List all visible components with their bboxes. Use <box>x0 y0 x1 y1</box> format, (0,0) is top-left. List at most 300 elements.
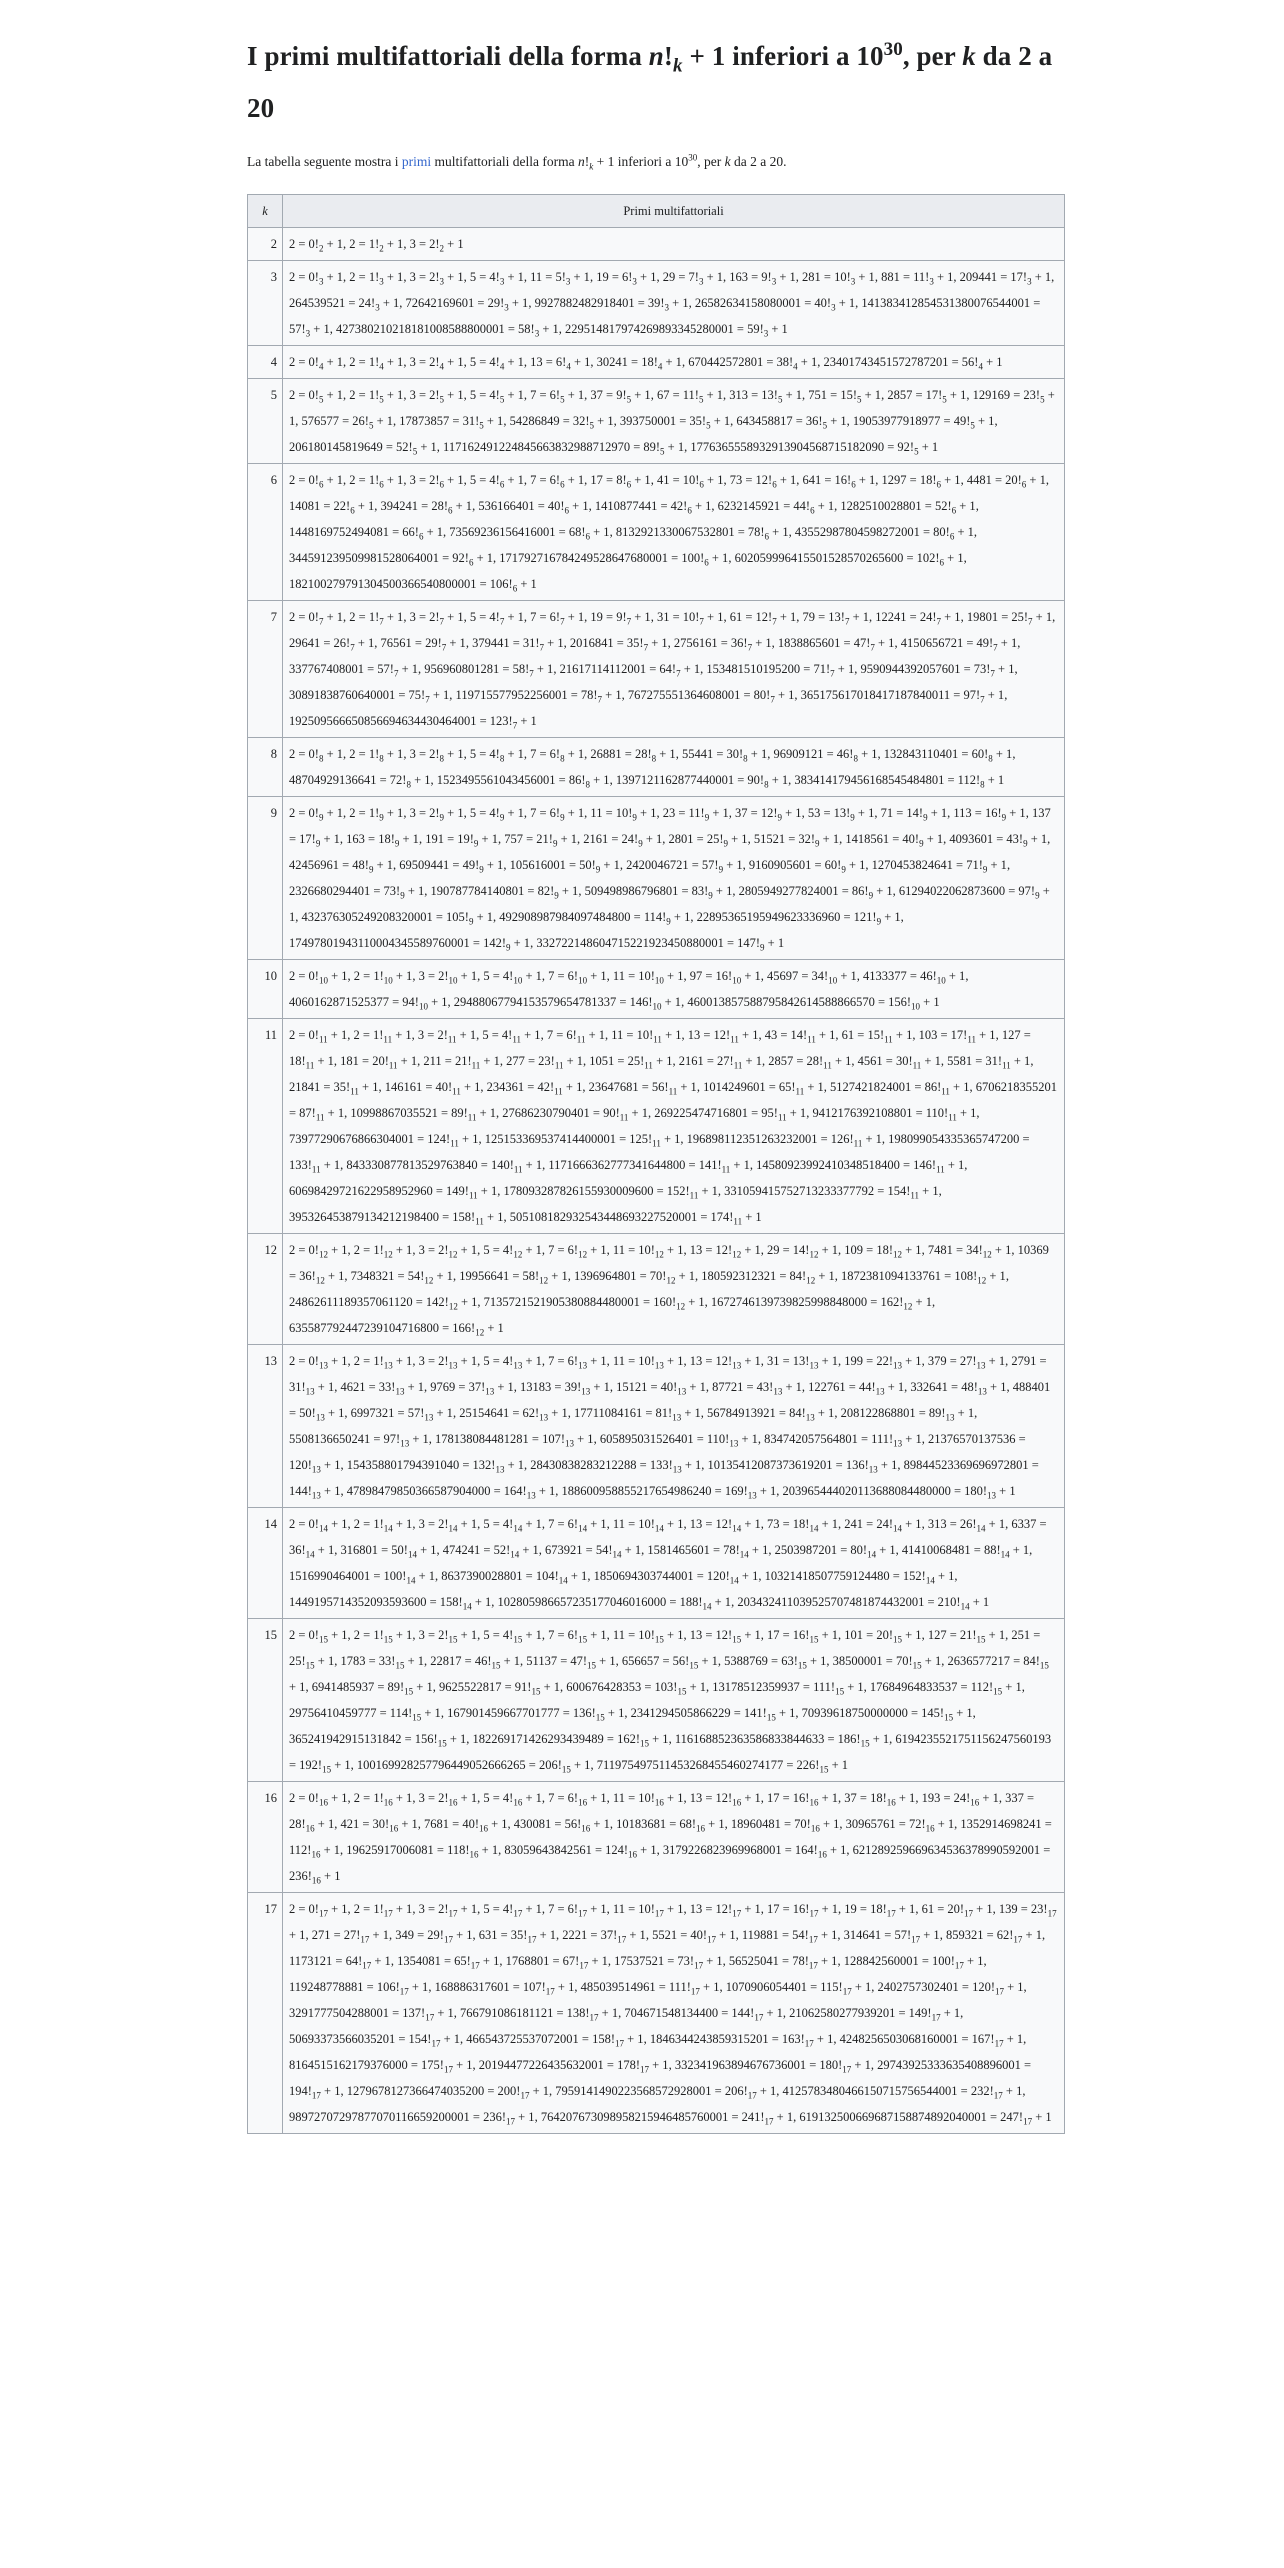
prime-entry: $5 = 4!_6 + 1$ <box>469 473 524 490</box>
title-text-a: I primi multifattoriali della forma <box>247 41 649 71</box>
row-k-cell: 6 <box>248 464 283 601</box>
prime-entry: $19 = 18!_{17} + 1$ <box>844 1902 916 1919</box>
prime-entry: $430081 = 56!_{16} + 1$ <box>513 1817 610 1834</box>
prime-entry: $70939618750000000 = 145!_{15} + 1$ <box>801 1706 973 1723</box>
prime-entry: $47898479850366587904000 = 164!_{13} + 1$ <box>346 1484 556 1501</box>
prime-entry: $29641 = 26!_7 + 1$ <box>289 636 375 653</box>
prime-entry: $337767408001 = 57!_7 + 1$ <box>289 662 419 679</box>
prime-entry: $171792716784249528647680001 = 100!_6 + 1$ <box>499 551 729 568</box>
prime-entry: $2 = 0!_5 + 1$ <box>289 388 344 405</box>
prime-entry: $19956641 = 58!_{12} + 1$ <box>459 1269 568 1286</box>
prime-entry: $11 = 10!_{10} + 1$ <box>612 969 684 986</box>
prime-entry: $1354081 = 65!_{17} + 1$ <box>397 1954 500 1971</box>
row-k-cell: 3 <box>248 261 283 346</box>
prime-entry: $24862611189357061120 = 142!_{12} + 1$ <box>289 1295 478 1312</box>
prime-entry: $395326453879134212198400 = 158!_{11} + 1$ <box>289 1210 504 1227</box>
prime-entry: $12241 = 24!_7 + 1$ <box>875 610 961 627</box>
prime-entry: $127 = 21!_{15} + 1$ <box>927 1628 1006 1645</box>
prime-entry: $7 = 6!_5 + 1$ <box>530 388 585 405</box>
row-primes-cell: $2 = 0!_4 + 1$, $2 = 1!_4 + 1$, $3 = 2!_4 + 1$, $5 = 4!_4 + 1$, $13 = 6!_4 + 1$, $30241 = 18!_4 + 1$, $670442572801 = 38!_4 + 1$, $23401743451572787201 = 56!_4 + 1$ <box>283 346 1065 379</box>
row-k-cell: 12 <box>248 1234 283 1345</box>
prime-entry: $9590944392057601 = 73!_7 + 1$ <box>860 662 1015 679</box>
prime-entry: $1850694303744001 = 120!_{14} + 1$ <box>593 1569 759 1586</box>
prime-entry: $241 = 24!_{14} + 1$ <box>844 1517 922 1534</box>
prime-entry: $11 = 10!_{12} + 1$ <box>612 1243 684 1260</box>
prime-entry: $29 = 7!_3 + 1$ <box>662 270 723 287</box>
prime-entry: $7959141490223568572928001 = 206!_{17} + 1$ <box>555 2084 777 2101</box>
prime-entry: $2 = 1!_3 + 1$ <box>349 270 404 287</box>
table-row <box>248 228 1065 261</box>
prime-entry: $2 = 1!_2 + 1$ <box>349 237 404 254</box>
prime-entry: $20194477226435632001 = 178!_{17} + 1$ <box>478 2058 669 2075</box>
prime-entry: $602059996415501528570265600 = 102!_6 + 1$ <box>734 551 964 568</box>
prime-entry: $30241 = 18!_4 + 1$ <box>596 355 682 372</box>
prime-entry: $3 = 2!_{11} + 1$ <box>417 1028 477 1045</box>
prime-entry: $10369 = 36!_{12} + 1$ <box>289 1243 1049 1286</box>
prime-entry: $17 = 16!_{16} + 1$ <box>767 1791 839 1808</box>
prime-entry: $485039514961 = 111!_{17} + 1$ <box>580 1980 720 1997</box>
prime-entry: $25154641 = 62!_{13} + 1$ <box>459 1406 568 1423</box>
prime-entry: $89844523369696972801 = 144!_{13} + 1$ <box>289 1458 1039 1501</box>
row-k-cell: 8 <box>248 738 283 797</box>
prime-entry: $1516990464001 = 100!_{14} + 1$ <box>289 1569 436 1586</box>
prime-entry: $7 = 6!_6 + 1$ <box>530 473 585 490</box>
table-row <box>248 960 1065 1019</box>
prime-entry: $3 = 2!_7 + 1$ <box>409 610 464 627</box>
prime-entry: $76561 = 29!_7 + 1$ <box>380 636 466 653</box>
prime-entry: $11 = 10!_9 + 1$ <box>590 806 657 823</box>
prime-entry: $5 = 4!_{15} + 1$ <box>483 1628 542 1645</box>
prime-entry: $5 = 4!_8 + 1$ <box>469 747 524 764</box>
prime-entry: $113 = 16!_9 + 1$ <box>953 806 1026 823</box>
prime-entry: $711975497511453268455460274177 = 226!_{15} + 1$ <box>596 1758 849 1775</box>
prime-entry: $488401 = 50!_{13} + 1$ <box>289 1380 1051 1423</box>
row-k-cell: 17 <box>248 1893 283 2134</box>
title-text-c: , per <box>902 41 963 71</box>
intro-n: n <box>578 154 585 169</box>
prime-entry: $2 = 1!_7 + 1$ <box>349 610 404 627</box>
prime-entry: $1270453824641 = 71!_9 + 1$ <box>871 858 1007 875</box>
prime-entry: $31 = 10!_7 + 1$ <box>656 610 724 627</box>
prime-entry: $17 = 16!_{15} + 1$ <box>767 1628 839 1645</box>
prime-entry: $23 = 11!_9 + 1$ <box>662 806 729 823</box>
prime-entry: $1014249601 = 65!_{11} + 1$ <box>703 1080 824 1097</box>
prime-entry: $15121 = 40!_{13} + 1$ <box>616 1380 706 1397</box>
prime-entry: $2 = 0!_8 + 1$ <box>289 747 344 764</box>
prime-entry: $2 = 1!_5 + 1$ <box>349 388 404 405</box>
prime-entry: $2 = 1!_{11} + 1$ <box>353 1028 412 1045</box>
prime-entry: $23647681 = 56!_{11} + 1$ <box>588 1080 697 1097</box>
row-primes-cell: $2 = 0!_8 + 1$, $2 = 1!_8 + 1$, $3 = 2!_8 + 1$, $5 = 4!_8 + 1$, $7 = 6!_8 + 1$, $26881 = 28!_8 + 1$, $55441 = 30!_8 + 1$, $96909121 = 46!_8 + 1$, $132843110401 = 60!_8 + 1$, $48704929136641 = 72!_8 + 1$, $1523495561043456001 = 86!_8 + 1$, $1397121162877440001 = 90!_8 + 1$, $383414179456168545484801 = 112!_8 + 1$ <box>283 738 1065 797</box>
table-row <box>248 1345 1065 1508</box>
prime-entry: $2791 = 31!_{13} + 1$ <box>289 1354 1047 1397</box>
prime-entry: $7 = 6!_{15} + 1$ <box>548 1628 607 1645</box>
prime-entry: $4133377 = 46!_{10} + 1$ <box>863 969 966 986</box>
prime-entry: $5 = 4!_5 + 1$ <box>469 388 524 405</box>
prime-entry: $427380210218181008588800001 = 58!_3 + 1$ <box>335 322 559 339</box>
prime-entry: $67 = 11!_5 + 1$ <box>656 388 723 405</box>
table-row <box>248 1619 1065 1782</box>
prime-entry: $5 = 4!_{16} + 1$ <box>483 1791 542 1808</box>
prime-entry: $394241 = 28!_6 + 1$ <box>380 499 473 516</box>
prime-entry: $3 = 2!_{12} + 1$ <box>418 1243 478 1260</box>
prime-entry: $2 = 0!_6 + 1$ <box>289 473 344 490</box>
prime-entry: $704671548134400 = 144!_{17} + 1$ <box>624 2006 783 2023</box>
prime-entry: $3 = 2!_{17} + 1$ <box>418 1902 478 1919</box>
intro-bang: ! <box>584 154 590 169</box>
prime-entry: $139 = 23!_{17} + 1$ <box>289 1902 1057 1942</box>
prime-entry: $2 = 1!_4 + 1$ <box>349 355 404 372</box>
prime-entry: $264539521 = 24!_3 + 1$ <box>289 296 400 313</box>
row-primes-cell: $2 = 0!_7 + 1$, $2 = 1!_7 + 1$, $3 = 2!_7 + 1$, $5 = 4!_7 + 1$, $7 = 6!_7 + 1$, $19 = 9!_7 + 1$, $31 = 10!_7 + 1$, $61 = 12!_7 + 1$, $79 = 13!_7 + 1$, $12241 = 24!_7 + 1$, $19801 = 25!_7 + 1$, $29641 = 26!_7 + 1$, $76561 = 29!_7 + 1$, $379441 = 31!_7 + 1$, $2016841 = 35!_7 + 1$, $2756161 = 36!_7 + 1$, $1838865601 = 47!_7 + 1$, $4150656721 = 49!_7 + 1$, $337767408001 = 57!_7 + 1$, $956960801281 = 58!_7 + 1$, $21617114112001 = 64!_7 + 1$, $153481510195200 = 71!_7 + 1$, $9590944392057601 = 73!_7 + 1$, $30891838760640001 = 75!_7 + 1$, $119715577952256001 = 78!_7 + 1$, $767275551364608001 = 80!_7 + 1$, $365175617018417187840011 = 97!_7 + 1$, $192509566650856694634430464001 = 123!_7 + 1$ <box>283 601 1065 738</box>
prime-entry: $13 = 12!_{15} + 1$ <box>689 1628 761 1645</box>
prime-entry: $73569236156416001 = 68!_6 + 1$ <box>449 525 610 542</box>
prime-entry: $3 = 2!_5 + 1$ <box>409 388 464 405</box>
prime-entry: $5 = 4!_{14} + 1$ <box>483 1517 542 1534</box>
prime-entry: $2857 = 28!_{11} + 1$ <box>768 1054 852 1071</box>
prime-entry: $72642169601 = 29!_3 + 1$ <box>405 296 529 313</box>
prime-entry: $55441 = 30!_8 + 1$ <box>681 747 768 764</box>
row-primes-cell: $2 = 0!_6 + 1$, $2 = 1!_6 + 1$, $3 = 2!_6 + 1$, $5 = 4!_6 + 1$, $7 = 6!_6 + 1$, $17 = 8!_6 + 1$, $41 = 10!_6 + 1$, $73 = 12!_6 + 1$, $641 = 16!_6 + 1$, $1297 = 18!_6 + 1$, $4481 = 20!_6 + 1$, $14081 = 22!_6 + 1$, $394241 = 28!_6 + 1$, $536166401 = 40!_6 + 1$, $1410877441 = 42!_6 + 1$, $6232145921 = 44!_6 + 1$, $1282510028801 = 52!_6 + 1$, $1448169752494081 = 66!_6 + 1$, $73569236156416001 = 68!_6 + 1$, $8132921330067532801 = 78!_6 + 1$, $43552987804598272001 = 80!_6 + 1$, $344591239509981528064001 = 92!_6 + 1$, $171792716784249528647680001 = 100!_6 + 1$, $602059996415501528570265600 = 102!_6 + 1$, $182100279791304500366540800001 = 106!_6 + 1$ <box>283 464 1065 601</box>
prime-entry: $11 = 10!_{11} + 1$ <box>611 1028 682 1045</box>
row-k-cell: 13 <box>248 1345 283 1508</box>
prime-entry: $10321418507759124480 = 152!_{14} + 1$ <box>764 1569 955 1586</box>
prime-entry: $7481 = 34!_{12} + 1$ <box>927 1243 1012 1260</box>
prime-entry: $60698429721622958952960 = 149!_{11} + 1$ <box>289 1184 498 1201</box>
prime-entry: $6232145921 = 44!_6 + 1$ <box>717 499 835 516</box>
prime-entry: $2801 = 25!_9 + 1$ <box>668 832 748 849</box>
prime-entry: $13 = 12!_{16} + 1$ <box>689 1791 761 1808</box>
primi-link[interactable]: primi <box>401 154 432 169</box>
table-row <box>248 346 1065 379</box>
multifactorial-primes-table <box>247 194 1065 2134</box>
row-primes-cell: $2 = 0!_{17} + 1$, $2 = 1!_{17} + 1$, $3 = 2!_{17} + 1$, $5 = 4!_{17} + 1$, $7 = 6!_{17} + 1$, $11 = 10!_{17} + 1$, $13 = 12!_{17} + 1$, $17 = 16!_{17} + 1$, $19 = 18!_{17} + 1$, $61 = 20!_{17} + 1$, $139 = 23!_{17} + 1$, $271 = 27!_{17} + 1$, $349 = 29!_{17} + 1$, $631 = 35!_{17} + 1$, $2221 = 37!_{17} + 1$, $5521 = 40!_{17} + 1$, $119881 = 54!_{17} + 1$, $314641 = 57!_{17} + 1$, $859321 = 62!_{17} + 1$, $1173121 = 64!_{17} + 1$, $1354081 = 65!_{17} + 1$, $1768801 = 67!_{17} + 1$, $17537521 = 73!_{17} + 1$, $56525041 = 78!_{17} + 1$, $128842560001 = 100!_{17} + 1$, $119248778881 = 106!_{17} + 1$, $168886317601 = 107!_{17} + 1$, $485039514961 = 111!_{17} + 1$, $1070906054401 = 115!_{17} + 1$, $2402757302401 = 120!_{17} + 1$, $3291777504288001 = 137!_{17} + 1$, $766791086181121 = 138!_{17} + 1$, $704671548134400 = 144!_{17} + 1$, $21062580277939201 = 149!_{17} + 1$, $50693373566035201 = 154!_{17} + 1$, $466543725537072001 = 158!_{17} + 1$, $1846344243859315201 = 163!_{17} + 1$, $4248256503068160001 = 167!_{17} + 1$, $8164515162179376000 = 175!_{17} + 1$, $20194477226435632001 = 178!_{17} + 1$, $332341963894676736001 = 180!_{17} + 1$, $29743925333635408896001 = 194!_{17} + 1$, $1279678127366474035200 = 200!_{17} + 1$, $7959141490223568572928001 = 206!_{17} + 1$, $4125783480466150715756544001 = 232!_{17} + 1$, $98972707297877070116659200001 = 236!_{17} + 1$, $764207673098958215946485760001 = 241!_{17} + 1$, $619132500669687158874892040001 = 247!_{17} + 1$ <box>283 1893 1065 2134</box>
prime-entry: $18960481 = 70!_{16} + 1$ <box>730 1817 840 1834</box>
row-k-cell: 2 <box>248 228 283 261</box>
prime-entry: $125153369537414400001 = 125!_{11} + 1$ <box>484 1132 681 1149</box>
title-bang: ! <box>663 41 674 71</box>
prime-entry: $103 = 17!_{11} + 1$ <box>918 1028 996 1045</box>
row-primes-cell: $2 = 0!_9 + 1$, $2 = 1!_9 + 1$, $3 = 2!_9 + 1$, $5 = 4!_9 + 1$, $7 = 6!_9 + 1$, $11 = 10!_9 + 1$, $23 = 11!_9 + 1$, $37 = 12!_9 + 1$, $53 = 13!_9 + 1$, $71 = 14!_9 + 1$, $113 = 16!_9 + 1$, $137 = 17!_9 + 1$, $163 = 18!_9 + 1$, $191 = 19!_9 + 1$, $757 = 21!_9 + 1$, $2161 = 24!_9 + 1$, $2801 = 25!_9 + 1$, $51521 = 32!_9 + 1$, $1418561 = 40!_9 + 1$, $4093601 = 43!_9 + 1$, $42456961 = 48!_9 + 1$, $69509441 = 49!_9 + 1$, $105616001 = 50!_9 + 1$, $2420046721 = 57!_9 + 1$, $9160905601 = 60!_9 + 1$, $1270453824641 = 71!_9 + 1$, $2326680294401 = 73!_9 + 1$, $190787784140801 = 82!_9 + 1$, $509498986796801 = 83!_9 + 1$, $2805949277824001 = 86!_9 + 1$, $61294022062873600 = 97!_9 + 1$, $432376305249208320001 = 105!_9 + 1$, $492908987984097484800 = 114!_9 + 1$, $22895365195949623336960 = 121!_9 + 1$, $17497801943110004345589760001 = 142!_9 + 1$, $332722148604715221923450880001 = 147!_9 + 1$ <box>283 797 1065 960</box>
article <box>247 30 1062 2134</box>
prime-entry: $2 = 1!_6 + 1$ <box>349 473 404 490</box>
prime-entry: $383414179456168545484801 = 112!_8 + 1$ <box>794 773 1005 790</box>
prime-entry: $11 = 10!_{13} + 1$ <box>612 1354 684 1371</box>
prime-entry: $30891838760640001 = 75!_7 + 1$ <box>289 688 450 705</box>
prime-entry: $7 = 6!_9 + 1$ <box>530 806 585 823</box>
prime-entry: $17 = 16!_{17} + 1$ <box>767 1902 839 1919</box>
prime-entry: $251 = 25!_{15} + 1$ <box>289 1628 1041 1671</box>
title-text-b: + 1 inferiori a 10 <box>682 41 884 71</box>
prime-entry: $29488067794153579654781337 = 146!_{10} + 1$ <box>453 995 682 1012</box>
table-row <box>248 601 1065 738</box>
prime-entry: $193 = 24!_{16} + 1$ <box>921 1791 999 1808</box>
prime-entry: $11 = 10!_{17} + 1$ <box>612 1902 684 1919</box>
prime-entry: $54286849 = 32!_5 + 1$ <box>509 414 614 431</box>
prime-entry: $101 = 20!_{15} + 1$ <box>844 1628 922 1645</box>
prime-entry: $146161 = 40!_{11} + 1$ <box>384 1080 481 1097</box>
prime-entry: $1523495561043456001 = 86!_8 + 1$ <box>436 773 610 790</box>
intro-text-e: da 2 a 20. <box>730 154 787 169</box>
prime-entry: $1352914698241 = 112!_{16} + 1$ <box>289 1817 1052 1860</box>
prime-entry: $337 = 28!_{16} + 1$ <box>289 1791 1035 1834</box>
prime-entry: $3 = 2!_3 + 1$ <box>409 270 464 287</box>
prime-entry: $332641 = 48!_{13} + 1$ <box>910 1380 1007 1397</box>
intro-k-sub: k <box>589 161 594 172</box>
prime-entry: $119248778881 = 106!_{17} + 1$ <box>289 1980 429 1997</box>
prime-entry: $3 = 2!_{16} + 1$ <box>418 1791 478 1808</box>
prime-entry: $859321 = 62!_{17} + 1$ <box>945 1928 1042 1945</box>
prime-entry: $313 = 13!_5 + 1$ <box>729 388 803 405</box>
prime-entry: $460013857588795842614588866570 = 156!_{10} + 1$ <box>687 995 940 1012</box>
prime-entry: $2636577217 = 84!_{15} + 1$ <box>289 1654 1049 1694</box>
prime-entry: $3 = 2!_{13} + 1$ <box>418 1354 478 1371</box>
page-title <box>247 30 1062 134</box>
prime-entry: $2756161 = 36!_7 + 1$ <box>673 636 772 653</box>
prime-entry: $4125783480466150715756544001 = 232!_{17} + 1$ <box>782 2084 1023 2101</box>
prime-entry: $19 = 6!_3 + 1$ <box>596 270 657 287</box>
prime-entry: $3179226823969968001 = 164!_{16} + 1$ <box>662 1843 847 1860</box>
prime-entry: $13 = 12!_{11} + 1$ <box>687 1028 759 1045</box>
row-k-cell: 11 <box>248 1019 283 1234</box>
prime-entry: $5 = 4!_{17} + 1$ <box>483 1902 542 1919</box>
prime-entry: $3 = 2!_9 + 1$ <box>409 806 464 823</box>
prime-entry: $4248256503068160001 = 167!_{17} + 1$ <box>839 2032 1024 2049</box>
prime-entry: $61 = 20!_{17} + 1$ <box>921 1902 993 1919</box>
prime-entry: $127 = 18!_{11} + 1$ <box>289 1028 1031 1071</box>
prime-entry: $199 = 22!_{13} + 1$ <box>844 1354 922 1371</box>
row-k-cell: 14 <box>248 1508 283 1619</box>
prime-entry: $8637390028801 = 104!_{14} + 1$ <box>441 1569 588 1586</box>
prime-entry: $600676428353 = 103!_{15} + 1$ <box>566 1680 707 1697</box>
prime-entry: $9927882482918401 = 39!_3 + 1$ <box>534 296 689 313</box>
prime-entry: $281 = 10!_3 + 1$ <box>802 270 875 287</box>
prime-entry: $2326680294401 = 73!_9 + 1$ <box>289 884 425 901</box>
prime-entry: $393750001 = 35!_5 + 1$ <box>619 414 731 431</box>
prime-entry: $10998867035521 = 89!_{11} + 1$ <box>350 1106 497 1123</box>
prime-entry: $349 = 29!_{17} + 1$ <box>395 1928 473 1945</box>
prime-entry: $17 = 8!_6 + 1$ <box>590 473 651 490</box>
prime-entry: $673921 = 54!_{14} + 1$ <box>545 1543 642 1560</box>
prime-entry: $180592312321 = 84!_{12} + 1$ <box>701 1269 835 1286</box>
prime-entry: $2420046721 = 57!_9 + 1$ <box>626 858 743 875</box>
prime-entry: $764207673098958215946485760001 = 241!_{17} + 1$ <box>540 2110 794 2127</box>
prime-entry: $1173121 = 64!_{17} + 1$ <box>289 1954 391 1971</box>
prime-entry: $178093287826155930009600 = 152!_{11} + 1$ <box>503 1184 718 1201</box>
prime-entry: $11 = 10!_{16} + 1$ <box>612 1791 684 1808</box>
prime-entry: $3 = 2!_2 + 1$ <box>409 237 464 254</box>
prime-entry: $5581 = 31!_{11} + 1$ <box>947 1054 1031 1071</box>
prime-entry: $1397121162877440001 = 90!_8 + 1$ <box>615 773 789 790</box>
prime-entry: $13 = 12!_{14} + 1$ <box>689 1517 761 1534</box>
prime-entry: $73 = 18!_{14} + 1$ <box>767 1517 839 1534</box>
prime-entry: $10135412087373619201 = 136!_{13} + 1$ <box>707 1458 898 1475</box>
prime-entry: $229514817974269893345280001 = 59!_3 + 1$ <box>565 322 788 339</box>
prime-entry: $1768801 = 67!_{17} + 1$ <box>505 1954 608 1971</box>
prime-entry: $116168852363586833844633 = 186!_{15} + 1$ <box>674 1732 890 1749</box>
prime-entry: $10183681 = 68!_{16} + 1$ <box>616 1817 725 1834</box>
prime-entry: $9412176392108801 = 110!_{11} + 1$ <box>812 1106 977 1123</box>
prime-entry: $102805986657235177046016000 = 188!_{14} + 1$ <box>497 1595 732 1612</box>
prime-entry: $7 = 6!_{16} + 1$ <box>548 1791 607 1808</box>
prime-entry: $61294022062873600 = 97!_9 + 1$ <box>289 884 1050 924</box>
title-k: k <box>962 41 976 71</box>
prime-entry: $73 = 12!_6 + 1$ <box>729 473 797 490</box>
intro-text-a: La tabella seguente mostra i <box>247 154 402 169</box>
prime-entry: $128842560001 = 100!_{17} + 1$ <box>843 1954 984 1971</box>
prime-entry: $13 = 12!_{12} + 1$ <box>689 1243 761 1260</box>
prime-entry: $5 = 4!_4 + 1$ <box>469 355 524 372</box>
prime-entry: $271 = 27!_{17} + 1$ <box>311 1928 389 1945</box>
prime-entry: $2 = 0!_9 + 1$ <box>289 806 344 823</box>
prime-entry: $881 = 11!_3 + 1$ <box>881 270 954 287</box>
prime-entry: $23401743451572787201 = 56!_4 + 1$ <box>823 355 1003 372</box>
prime-entry: $13178512359937 = 111!_{15} + 1$ <box>712 1680 864 1697</box>
prime-entry: $1070906054401 = 115!_{17} + 1$ <box>725 1980 872 1997</box>
prime-entry: $7 = 6!_{10} + 1$ <box>548 969 607 986</box>
row-k-cell: 10 <box>248 960 283 1019</box>
table-row <box>248 1508 1065 1619</box>
prime-entry: $211 = 21!_{11} + 1$ <box>423 1054 500 1071</box>
row-primes-cell: $2 = 0!_3 + 1$, $2 = 1!_3 + 1$, $3 = 2!_3 + 1$, $5 = 4!_3 + 1$, $11 = 5!_3 + 1$, $19 = 6!_3 + 1$, $29 = 7!_3 + 1$, $163 = 9!_3 + 1$, $281 = 10!_3 + 1$, $881 = 11!_3 + 1$, $209441 = 17!_3 + 1$, $264539521 = 24!_3 + 1$, $72642169601 = 29!_3 + 1$, $9927882482918401 = 39!_3 + 1$, $26582634158080001 = 40!_3 + 1$, $141383412854531380076544001 = 57!_3 + 1$, $427380210218181008588800001 = 58!_3 + 1$, $229514817974269893345280001 = 59!_3 + 1$ <box>283 261 1065 346</box>
prime-entry: $11 = 5!_3 + 1$ <box>530 270 590 287</box>
prime-entry: $13 = 12!_{13} + 1$ <box>689 1354 761 1371</box>
prime-entry: $9625522817 = 91!_{15} + 1$ <box>438 1680 560 1697</box>
prime-entry: $619132500669687158874892040001 = 247!_{17} + 1$ <box>799 2110 1052 2127</box>
prime-entry: $313 = 26!_{14} + 1$ <box>927 1517 1006 1534</box>
prime-entry: $536166401 = 40!_6 + 1$ <box>478 499 589 516</box>
prime-entry: $48704929136641 = 72!_8 + 1$ <box>289 773 431 790</box>
prime-entry: $208122868801 = 89!_{13} + 1$ <box>840 1406 975 1423</box>
prime-entry: $1872381094133761 = 108!_{12} + 1$ <box>841 1269 1006 1286</box>
prime-entry: $621289259669634536378990592001 = 236!_{16} + 1$ <box>289 1843 1051 1886</box>
prime-entry: $27686230790401 = 90!_{11} + 1$ <box>502 1106 648 1123</box>
prime-entry: $605895031526401 = 110!_{13} + 1$ <box>599 1432 758 1449</box>
prime-entry: $466543725537072001 = 158!_{17} + 1$ <box>466 2032 644 2049</box>
prime-entry: $2805949277824001 = 86!_9 + 1$ <box>738 884 893 901</box>
prime-entry: $379 = 27!_{13} + 1$ <box>927 1354 1006 1371</box>
title-n: n <box>648 41 664 71</box>
prime-entry: $641 = 16!_6 + 1$ <box>802 473 876 490</box>
table-row <box>248 738 1065 797</box>
prime-entry: $643458817 = 36!_5 + 1$ <box>736 414 847 431</box>
prime-entry: $3 = 2!_6 + 1$ <box>409 473 464 490</box>
prime-entry: $19801 = 25!_7 + 1$ <box>966 610 1053 627</box>
prime-entry: $277 = 23!_{11} + 1$ <box>506 1054 584 1071</box>
prime-entry: $51137 = 47!_{15} + 1$ <box>526 1654 616 1671</box>
prime-entry: $5521 = 40!_{17} + 1$ <box>652 1928 736 1945</box>
prime-entry: $1297 = 18!_6 + 1$ <box>881 473 961 490</box>
prime-entry: $2 = 1!_8 + 1$ <box>349 747 404 764</box>
prime-entry: $2 = 1!_{16} + 1$ <box>353 1791 413 1808</box>
prime-entry: $751 = 15!_5 + 1$ <box>808 388 882 405</box>
prime-entry: $2221 = 37!_{17} + 1$ <box>562 1928 646 1945</box>
prime-entry: $1846344243859315201 = 163!_{17} + 1$ <box>649 2032 834 2049</box>
prime-entry: $97 = 16!_{10} + 1$ <box>689 969 761 986</box>
prime-entry: $206180145819649 = 52!_5 + 1$ <box>289 440 437 457</box>
prime-entry: $1449195714352093593600 = 158!_{14} + 1$ <box>289 1595 492 1612</box>
row-k-cell: 16 <box>248 1782 283 1893</box>
prime-entry: $96909121 = 46!_8 + 1$ <box>773 747 878 764</box>
prime-entry: $316801 = 50!_{14} + 1$ <box>340 1543 437 1560</box>
prime-entry: $190787784140801 = 82!_9 + 1$ <box>430 884 579 901</box>
prime-entry: $956960801281 = 58!_7 + 1$ <box>424 662 554 679</box>
prime-entry: $196898112351263232001 = 126!_{11} + 1$ <box>686 1132 882 1149</box>
prime-entry: $6337 = 36!_{14} + 1$ <box>289 1517 1047 1560</box>
intro-text-c: + 1 inferiori a 10 <box>593 154 689 169</box>
prime-entry: $37 = 18!_{16} + 1$ <box>844 1791 916 1808</box>
prime-entry: $6706218355201 = 87!_{11} + 1$ <box>289 1080 1057 1123</box>
prime-entry: $2 = 1!_{14} + 1$ <box>353 1517 413 1534</box>
prime-entry: $132843110401 = 60!_8 + 1$ <box>883 747 1013 764</box>
row-primes-cell: $2 = 0!_{11} + 1$, $2 = 1!_{11} + 1$, $3 = 2!_{11} + 1$, $5 = 4!_{11} + 1$, $7 = 6!_{11} + 1$, $11 = 10!_{11} + 1$, $13 = 12!_{11} + 1$, $43 = 14!_{11} + 1$, $61 = 15!_{11} + 1$, $103 = 17!_{11} + 1$, $127 = 18!_{11} + 1$, $181 = 20!_{11} + 1$, $211 = 21!_{11} + 1$, $277 = 23!_{11} + 1$, $1051 = 25!_{11} + 1$, $2161 = 27!_{11} + 1$, $2857 = 28!_{11} + 1$, $4561 = 30!_{11} + 1$, $5581 = 31!_{11} + 1$, $21841 = 35!_{11} + 1$, $146161 = 40!_{11} + 1$, $234361 = 42!_{11} + 1$, $23647681 = 56!_{11} + 1$, $1014249601 = 65!_{11} + 1$, $5127421824001 = 86!_{11} + 1$, $6706218355201 = 87!_{11} + 1$, $10998867035521 = 89!_{11} + 1$, $27686230790401 = 90!_{11} + 1$, $269225474716801 = 95!_{11} + 1$, $9412176392108801 = 110!_{11} + 1$, $73977290676866304001 = 124!_{11} + 1$, $125153369537414400001 = 125!_{11} + 1$, $196898112351263232001 = 126!_{11} + 1$, $198099054335365747200 = 133!_{11} + 1$, $843330877813529763840 = 140!_{11} + 1$, $1171666362777341644800 = 141!_{11} + 1$, $14580923992410348518400 = 146!_{11} + 1$, $60698429721622958952960 = 149!_{11} + 1$, $178093287826155930009600 = 152!_{11} + 1$, $331059415752713233377792 = 154!_{11} + 1$, $395326453879134212198400 = 158!_{11} + 1$, $505108182932543448693227520001 = 174!_{11} + 1$ <box>283 1019 1065 1234</box>
intro-paragraph <box>247 152 1062 172</box>
row-k-cell: 7 <box>248 601 283 738</box>
prime-entry: $7348321 = 54!_{12} + 1$ <box>350 1269 453 1286</box>
prime-entry: $19625917006081 = 118!_{16} + 1$ <box>346 1843 499 1860</box>
prime-entry: $137 = 17!_9 + 1$ <box>289 806 1051 849</box>
prime-entry: $5388769 = 63!_{15} + 1$ <box>724 1654 827 1671</box>
prime-entry: $98972707297877070116659200001 = 236!_{17} + 1$ <box>289 2110 535 2127</box>
header-primes: Primi multifattoriali <box>283 195 1065 228</box>
intro-k: k <box>724 154 731 169</box>
prime-entry: $2 = 0!_{15} + 1$ <box>289 1628 348 1645</box>
prime-entry: $4621 = 33!_{13} + 1$ <box>340 1380 425 1397</box>
prime-entry: $153481510195200 = 71!_7 + 1$ <box>706 662 855 679</box>
prime-entry: $421 = 30!_{16} + 1$ <box>340 1817 418 1834</box>
prime-entry: $41410068481 = 88!_{14} + 1$ <box>901 1543 1030 1560</box>
prime-entry: $509498986796801 = 83!_9 + 1$ <box>584 884 733 901</box>
prime-entry: $8132921330067532801 = 78!_6 + 1$ <box>615 525 789 542</box>
prime-entry: $2 = 1!_{13} + 1$ <box>353 1354 413 1371</box>
prime-entry: $834742057564801 = 111!_{13} + 1$ <box>764 1432 922 1449</box>
prime-entry: $4481 = 20!_6 + 1$ <box>966 473 1046 490</box>
prime-entry: $73977290676866304001 = 124!_{11} + 1$ <box>289 1132 479 1149</box>
prime-entry: $1396964801 = 70!_{12} + 1$ <box>573 1269 695 1286</box>
prime-entry: $50693373566035201 = 154!_{17} + 1$ <box>289 2032 461 2049</box>
prime-entry: $29743925333635408896001 = 194!_{17} + 1$ <box>289 2058 1032 2101</box>
prime-entry: $79 = 13!_7 + 1$ <box>802 610 870 627</box>
prime-entry: $365175617018417187840011 = 97!_7 + 1$ <box>800 688 1005 705</box>
prime-entry: $53 = 13!_9 + 1$ <box>807 806 875 823</box>
row-primes-cell: $2 = 0!_{14} + 1$, $2 = 1!_{14} + 1$, $3 = 2!_{14} + 1$, $5 = 4!_{14} + 1$, $7 = 6!_{14} + 1$, $11 = 10!_{14} + 1$, $13 = 12!_{14} + 1$, $73 = 18!_{14} + 1$, $241 = 24!_{14} + 1$, $313 = 26!_{14} + 1$, $6337 = 36!_{14} + 1$, $316801 = 50!_{14} + 1$, $474241 = 52!_{14} + 1$, $673921 = 54!_{14} + 1$, $1581465601 = 78!_{14} + 1$, $2503987201 = 80!_{14} + 1$, $41410068481 = 88!_{14} + 1$, $1516990464001 = 100!_{14} + 1$, $8637390028801 = 104!_{14} + 1$, $1850694303744001 = 120!_{14} + 1$, $10321418507759124480 = 152!_{14} + 1$, $1449195714352093593600 = 158!_{14} + 1$, $102805986657235177046016000 = 188!_{14} + 1$, $203432411039525707481874432001 = 210!_{14} + 1$ <box>283 1508 1065 1619</box>
row-primes-cell: $2 = 0!_{10} + 1$, $2 = 1!_{10} + 1$, $3 = 2!_{10} + 1$, $5 = 4!_{10} + 1$, $7 = 6!_{10} + 1$, $11 = 10!_{10} + 1$, $97 = 16!_{10} + 1$, $45697 = 34!_{10} + 1$, $4133377 = 46!_{10} + 1$, $4060162871525377 = 94!_{10} + 1$, $29488067794153579654781337 = 146!_{10} + 1$, $460013857588795842614588866570 = 156!_{10} + 1$ <box>283 960 1065 1019</box>
prime-entry: $1279678127366474035200 = 200!_{17} + 1$ <box>346 2084 550 2101</box>
prime-entry: $332722148604715221923450880001 = 147!_9 + 1$ <box>536 936 785 953</box>
prime-entry: $5 = 4!_7 + 1$ <box>469 610 524 627</box>
prime-entry: $757 = 21!_9 + 1$ <box>504 832 577 849</box>
prime-entry: $28430838283212288 = 133!_{13} + 1$ <box>530 1458 702 1475</box>
prime-entry: $2 = 0!_7 + 1$ <box>289 610 344 627</box>
prime-entry: $203432411039525707481874432001 = 210!_{14} + 1$ <box>737 1595 990 1612</box>
prime-entry: $2 = 1!_{15} + 1$ <box>353 1628 413 1645</box>
prime-entry: $2503987201 = 80!_{14} + 1$ <box>774 1543 896 1560</box>
prime-entry: $269225474716801 = 95!_{11} + 1$ <box>654 1106 807 1123</box>
title-k-sub: k <box>673 55 683 77</box>
prime-entry: $1448169752494081 = 66!_6 + 1$ <box>289 525 444 542</box>
prime-entry: $7 = 6!_{13} + 1$ <box>548 1354 607 1371</box>
prime-entry: $154358801794391040 = 132!_{13} + 1$ <box>346 1458 525 1475</box>
prime-entry: $767275551364608001 = 80!_7 + 1$ <box>627 688 795 705</box>
prime-entry: $30965761 = 72!_{16} + 1$ <box>845 1817 955 1834</box>
prime-entry: $766791086181121 = 138!_{17} + 1$ <box>460 2006 619 2023</box>
prime-entry: $14081 = 22!_6 + 1$ <box>289 499 375 516</box>
prime-entry: $117162491224845663832988712970 = 89!_5 + 1$ <box>443 440 685 457</box>
prime-entry: $2 = 1!_9 + 1$ <box>349 806 404 823</box>
prime-entry: $11 = 10!_{14} + 1$ <box>612 1517 684 1534</box>
prime-entry: $45697 = 34!_{10} + 1$ <box>767 969 857 986</box>
prime-entry: $2857 = 17!_5 + 1$ <box>887 388 967 405</box>
